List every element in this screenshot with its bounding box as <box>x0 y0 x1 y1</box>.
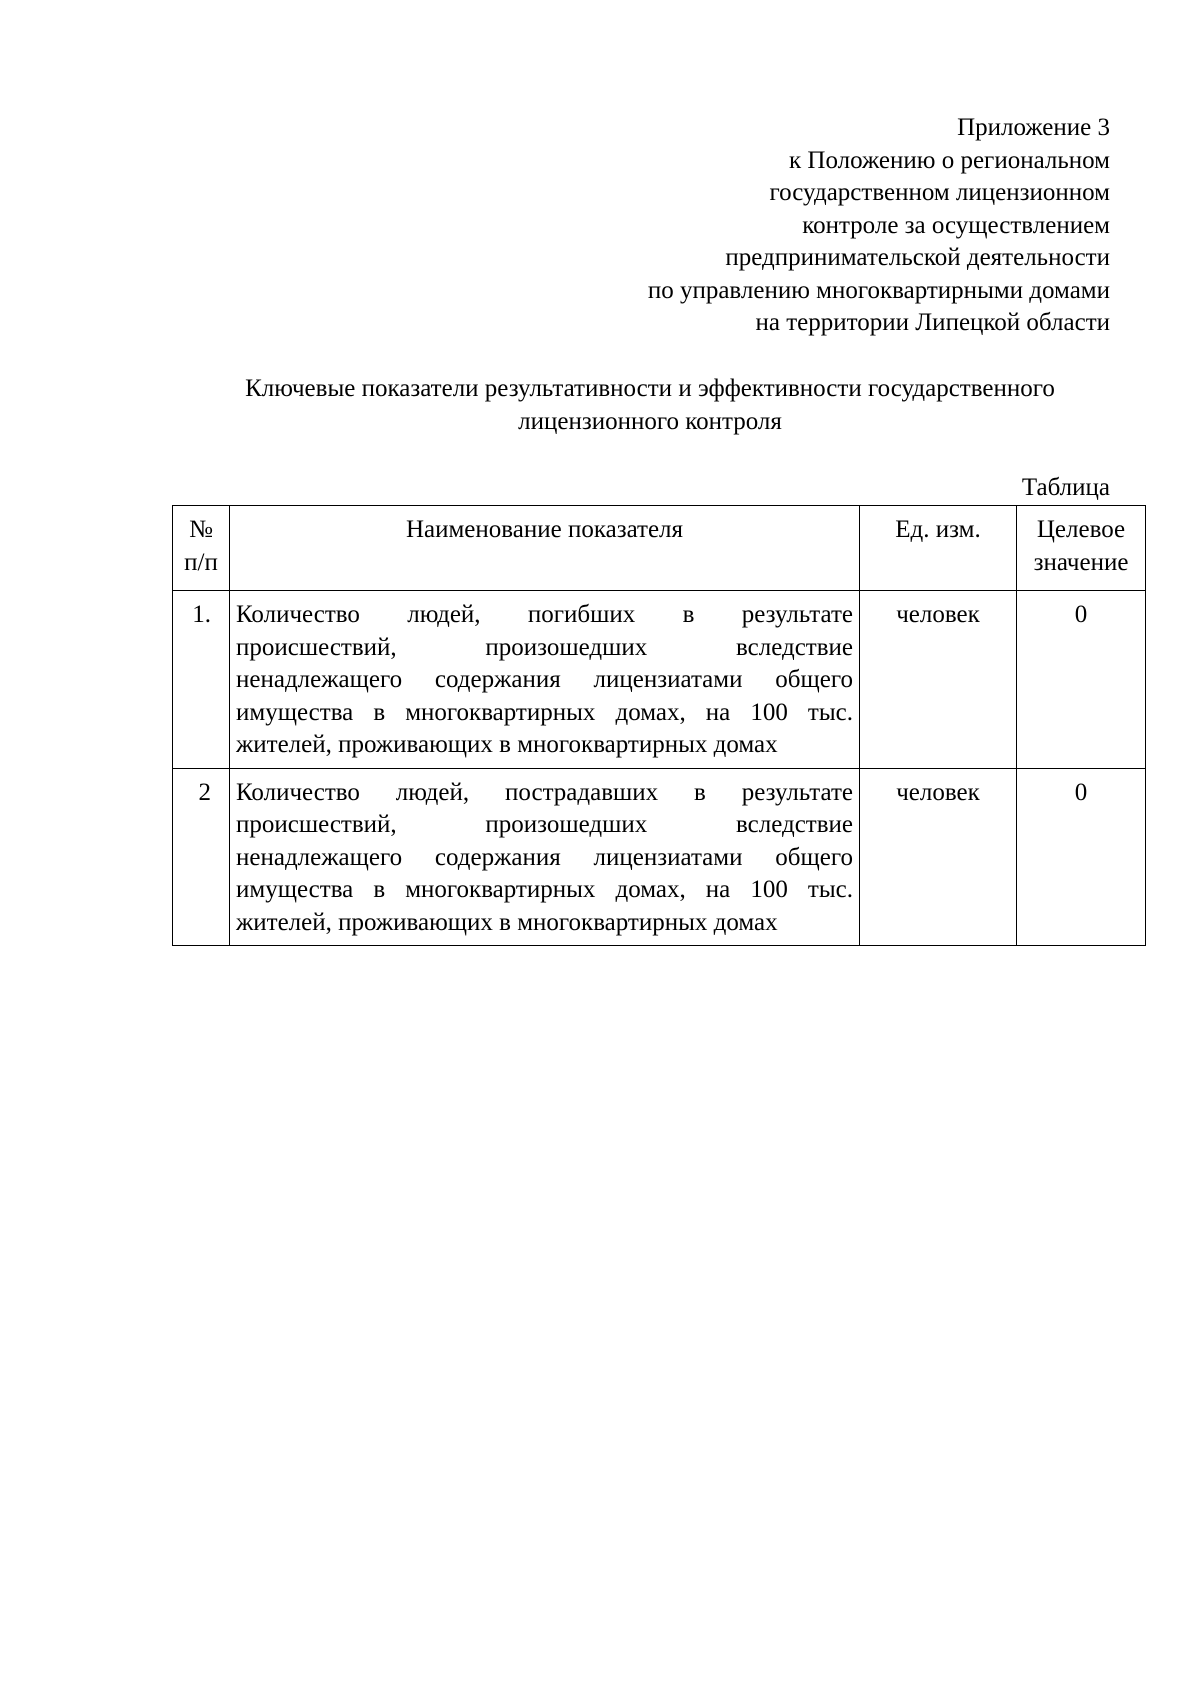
table-caption: Таблица <box>1021 474 1110 501</box>
header-number-line: п/п <box>184 548 218 576</box>
appendix-line: Приложение 3 <box>957 114 1110 141</box>
appendix-header <box>510 112 1110 340</box>
indicator-target: 0 <box>1017 591 1146 769</box>
row-number: 2 <box>173 768 230 946</box>
header-number-line: № <box>189 516 213 543</box>
header-indicator-name: Наименование показателя <box>230 506 860 591</box>
table-header-row <box>173 506 1146 591</box>
header-target-line: Целевое <box>1036 516 1126 543</box>
table-row <box>173 591 1146 769</box>
document-title-line: лицензионного контроля <box>518 408 782 435</box>
indicator-name: Количество людей, погибших в результате происшествий, произошедших вследствие ненадлежащего содержания лицензиатами общего имущества в многоквартирных домах, на 100 тыс. жителей, проживающих в многоквартирных домах <box>230 591 860 769</box>
header-target <box>1017 506 1146 591</box>
appendix-line: государственном лицензионном <box>769 179 1110 206</box>
header-unit: Ед. изм. <box>860 506 1017 591</box>
indicator-unit: человек <box>860 591 1017 769</box>
indicator-target: 0 <box>1017 768 1146 946</box>
indicator-name: Количество людей, пострадавших в результате происшествий, произошедших вследствие ненадлежащего содержания лицензиатами общего имущества в многоквартирных домах, на 100 тыс. жителей, проживающих в многоквартирных домах <box>230 768 860 946</box>
appendix-line: по управлению многоквартирными домами <box>647 276 1110 304</box>
row-number: 1. <box>173 591 230 769</box>
appendix-line: на территории Липецкой области <box>755 309 1110 336</box>
indicator-unit: человек <box>860 768 1017 946</box>
appendix-line: предпринимательской деятельности <box>725 244 1110 271</box>
document-title-line: Ключевые показатели результативности и эффективности государственного <box>245 375 1055 402</box>
appendix-line: контроле за осуществлением <box>802 211 1110 239</box>
appendix-line: к Положению о региональном <box>789 146 1110 174</box>
header-number <box>173 506 230 591</box>
document-title <box>170 372 1130 438</box>
table-row <box>173 768 1146 946</box>
header-target-line: значение <box>1033 548 1129 576</box>
kpi-table <box>172 505 1146 946</box>
